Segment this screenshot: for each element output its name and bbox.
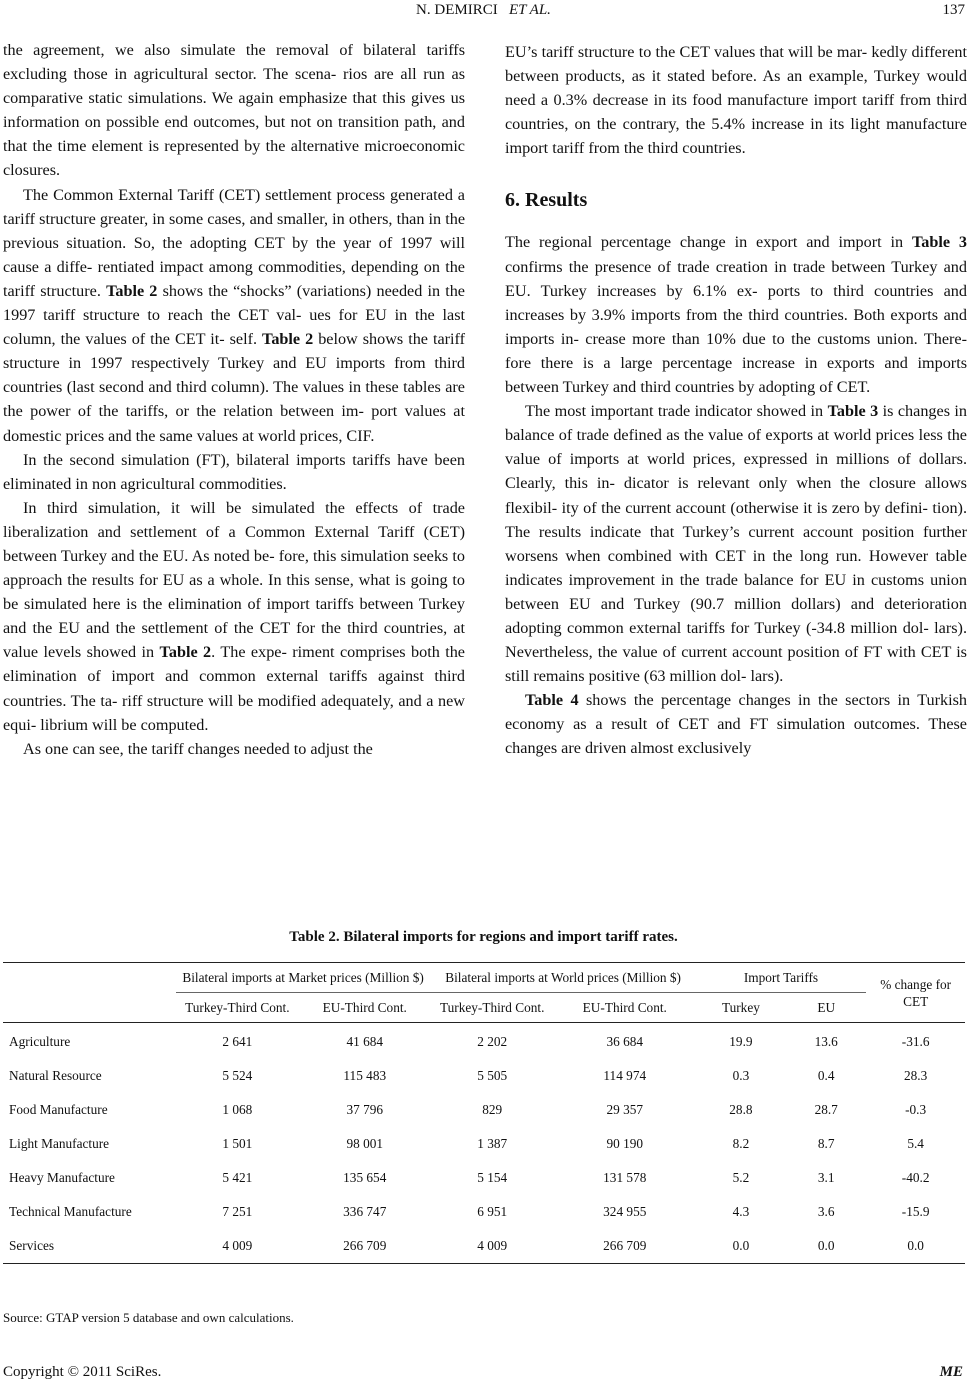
table-cell: 41 684 xyxy=(346,1034,384,1049)
table-reference: Table 2 xyxy=(262,330,314,349)
table-cell: 266 709 xyxy=(299,1229,431,1264)
paragraph: The most important trade indicator showed in Table 3 is changes in balance of trade defined as the value of exports at world prices less the value of imports at world prices, expressed in millions of dollars. Clearly, this in- dicator is relevant only when the closure allows flexibil- ity of the current account (otherwise it is zero by defini- tion). The results indicate that Turkey’s current account position further worsens when combined with CET in the long run. However table indicates improvement in the trade balance for EU in customs union between EU and Turkey (90.7 million dollars) and deterioration adopting common external tariffs for Turkey (-34.8 million dol- lars). Nevertheless, the value of current account position of FT with CET is still remains positive (63 million dol- lars). xyxy=(505,402,967,686)
table-row xyxy=(3,1023,965,1060)
column-header: Turkey-Third Cont. xyxy=(176,993,299,1023)
row-label: Natural Resource xyxy=(9,1068,102,1083)
row-label: Agriculture xyxy=(9,1034,71,1049)
table-cell: 5.2 xyxy=(732,1170,750,1185)
copyright: Copyright © 2011 SciRes. xyxy=(3,1364,162,1380)
table-cell: 98 001 xyxy=(346,1136,384,1151)
table-cell: 28.8 xyxy=(729,1102,753,1117)
right-column xyxy=(505,40,967,761)
table-cell: 5.4 xyxy=(907,1136,924,1151)
table-row xyxy=(3,1093,965,1127)
table-cell: 829 xyxy=(482,1102,503,1117)
table-cell: 0.0 xyxy=(786,1229,866,1264)
table-cell: 8.2 xyxy=(732,1136,750,1151)
paragraph: In third simulation, it will be simulated the effects of trade liberalization and settlement of a Common External Tariff (CET) between Turkey and the EU. As noted be- fore, this simulation seeks to approach the results for EU as a whole. In this sense, what is going to be simulated here is the elimination of import tariffs between Turkey and the EU and the settlement of the CET for the third countries, at value levels showed in Table 2. The expe- riment comprises both the elimination of import and common external tariffs against third countries. The ta- riff structure will be modified adequately, and a new equi- librium will be computed. xyxy=(3,498,465,734)
group-header: % change for CET xyxy=(866,963,965,1023)
paragraph: The regional percentage change in export and import in Table 3 confirms the presence of trade creation in trade between Turkey and EU. Turkey increases by 6.1% ex- ports to third countries and increases by 3.9% imports from the third countries. Both exports and imports in- crease more than 10% due to the customs union. There- fore there is a large percentage increase in exports and imports between Turkey and third countries by adopting of CET. xyxy=(505,233,967,397)
left-column xyxy=(3,38,465,761)
table-cell: 90 190 xyxy=(606,1136,644,1151)
table-cell: 336 747 xyxy=(343,1204,387,1219)
group-header: Import Tariffs xyxy=(696,963,867,993)
table-cell: 29 357 xyxy=(606,1102,644,1117)
row-label: Food Manufacture xyxy=(9,1102,108,1117)
section-title: 6. Results xyxy=(505,189,588,212)
table-reference: Table 2 xyxy=(106,281,158,300)
paragraph: EU’s tariff structure to the CET values that will be mar- kedly different between products, as it stated before. As an example, Turkey would need a 0.3% decrease in its food manufacture import tariff from third countries, on the contrary, the 5.4% increase in its light manufacture import tariff from the third countries. xyxy=(505,43,967,158)
table-cell: 324 955 xyxy=(603,1204,647,1219)
row-label: Technical Manufacture xyxy=(9,1204,132,1219)
table-cell: 5 524 xyxy=(222,1068,253,1083)
table-cell: 1 387 xyxy=(477,1136,508,1151)
table-cell: 28.7 xyxy=(814,1102,838,1117)
table-cell: 5 505 xyxy=(477,1068,508,1083)
table-cell: 5 421 xyxy=(222,1170,253,1185)
table-cell: 3.1 xyxy=(817,1170,835,1185)
table-cell: 2 641 xyxy=(222,1034,253,1049)
table-cell: -31.6 xyxy=(901,1034,930,1049)
table-source: Source: GTAP version 5 database and own calculations. xyxy=(3,1310,294,1325)
table-row xyxy=(3,1195,965,1229)
running-head-authors: N. DEMIRCI xyxy=(416,2,498,18)
running-head xyxy=(0,2,967,19)
table-cell: 6 951 xyxy=(477,1204,508,1219)
column-header: EU-Third Cont. xyxy=(554,993,696,1023)
table-cell: 0.0 xyxy=(696,1229,786,1264)
running-header xyxy=(0,2,967,24)
table-row xyxy=(3,1161,965,1195)
table-cell: 0.3 xyxy=(732,1068,750,1083)
table-cell: 4 009 xyxy=(176,1229,299,1264)
group-header: Bilateral imports at World prices (Million $) xyxy=(431,963,696,993)
table-caption: Table 2. Bilateral imports for regions and import tariff rates. xyxy=(289,929,678,945)
journal-abbrev: ME xyxy=(939,1364,963,1380)
column-header: EU xyxy=(786,993,866,1023)
table-cell: 36 684 xyxy=(606,1034,644,1049)
table-cell: 3.6 xyxy=(817,1204,835,1219)
table-reference: Table 3 xyxy=(911,233,967,252)
paragraph: In the second simulation (FT), bilateral imports tariffs have been eliminated in non agricultural commodities. xyxy=(3,450,465,493)
row-label: Services xyxy=(3,1229,176,1264)
table-row xyxy=(3,1229,965,1264)
group-header: Bilateral imports at Market prices (Million $) xyxy=(176,963,431,993)
row-label: Light Manufacture xyxy=(9,1136,110,1151)
row-label: Heavy Manufacture xyxy=(9,1170,115,1185)
column-header: EU-Third Cont. xyxy=(299,993,431,1023)
column-header: Turkey xyxy=(696,993,786,1023)
table-reference: Table 3 xyxy=(827,402,879,421)
column-header: Turkey-Third Cont. xyxy=(431,993,554,1023)
tariff-table xyxy=(3,962,965,1264)
table-cell: -40.2 xyxy=(901,1170,930,1185)
page-number: 137 xyxy=(942,2,965,18)
table-cell: 37 796 xyxy=(346,1102,384,1117)
row-header-blank xyxy=(3,963,176,1023)
running-head-etal: ET AL. xyxy=(508,2,551,18)
table-cell: 266 709 xyxy=(554,1229,696,1264)
table-cell: 131 578 xyxy=(603,1170,647,1185)
table-row xyxy=(3,1127,965,1161)
paragraph: Table 4 shows the percentage changes in the sectors in Turkish economy as a result of CET and FT simulation outcomes. These changes are driven almost exclusively xyxy=(505,691,967,758)
page-footer xyxy=(3,1364,963,1381)
paragraph: The Common External Tariff (CET) settlement process generated a tariff structure greater, in some cases, and smaller, in others, than in the previous situation. So, the adopting CET by the year of 1997 will cause a diffe- rentiated impact among commodities, depending on the tariff structure. Table 2 shows the “shocks” (variations) needed in the 1997 tariff structure to reach the CET val- ues for EU in the last column, the values of the CET it- self. Table 2 below shows the tariff structure in 1997 respectively Turkey and EU imports from third countries (last second and third column). The values in these tables are the power of the tariffs, or the relation between im- port values at domestic prices and the same values at world prices, CIF. xyxy=(3,185,466,445)
table-cell: 2 202 xyxy=(477,1034,508,1049)
table-cell: 4 009 xyxy=(431,1229,554,1264)
table-cell: 115 483 xyxy=(343,1068,387,1083)
table-cell: 0.4 xyxy=(817,1068,835,1083)
table-cell: 19.9 xyxy=(729,1034,753,1049)
table-cell: 8.7 xyxy=(817,1136,835,1151)
table-cell: 1 501 xyxy=(222,1136,253,1151)
table-cell: 135 654 xyxy=(343,1170,387,1185)
table-cell: 28.3 xyxy=(904,1068,928,1083)
paragraph: the agreement, we also simulate the removal of bilateral tariffs excluding those in agricultural sector. The scena- rios are all run as comparative static simulations. We again emphasize that this gives us information on possible end outcomes, but not on transition path, and that the time element is represented by the alternative microeconomic closures. xyxy=(3,41,465,180)
table-cell: -0.3 xyxy=(905,1102,927,1117)
table-cell: 7 251 xyxy=(222,1204,253,1219)
table-cell: 4.3 xyxy=(732,1204,750,1219)
table-row xyxy=(3,1059,965,1093)
table-cell: -15.9 xyxy=(901,1204,930,1219)
paragraph: As one can see, the tariff changes needed to adjust the xyxy=(23,739,373,758)
table-cell: 1 068 xyxy=(222,1102,253,1117)
table-reference: Table 2 xyxy=(159,643,212,662)
table-reference: Table 4 xyxy=(525,691,579,710)
table-cell: 0.0 xyxy=(866,1229,965,1264)
table-cell: 13.6 xyxy=(814,1034,838,1049)
table-cell: 5 154 xyxy=(477,1170,508,1185)
table-cell: 114 974 xyxy=(603,1068,647,1083)
